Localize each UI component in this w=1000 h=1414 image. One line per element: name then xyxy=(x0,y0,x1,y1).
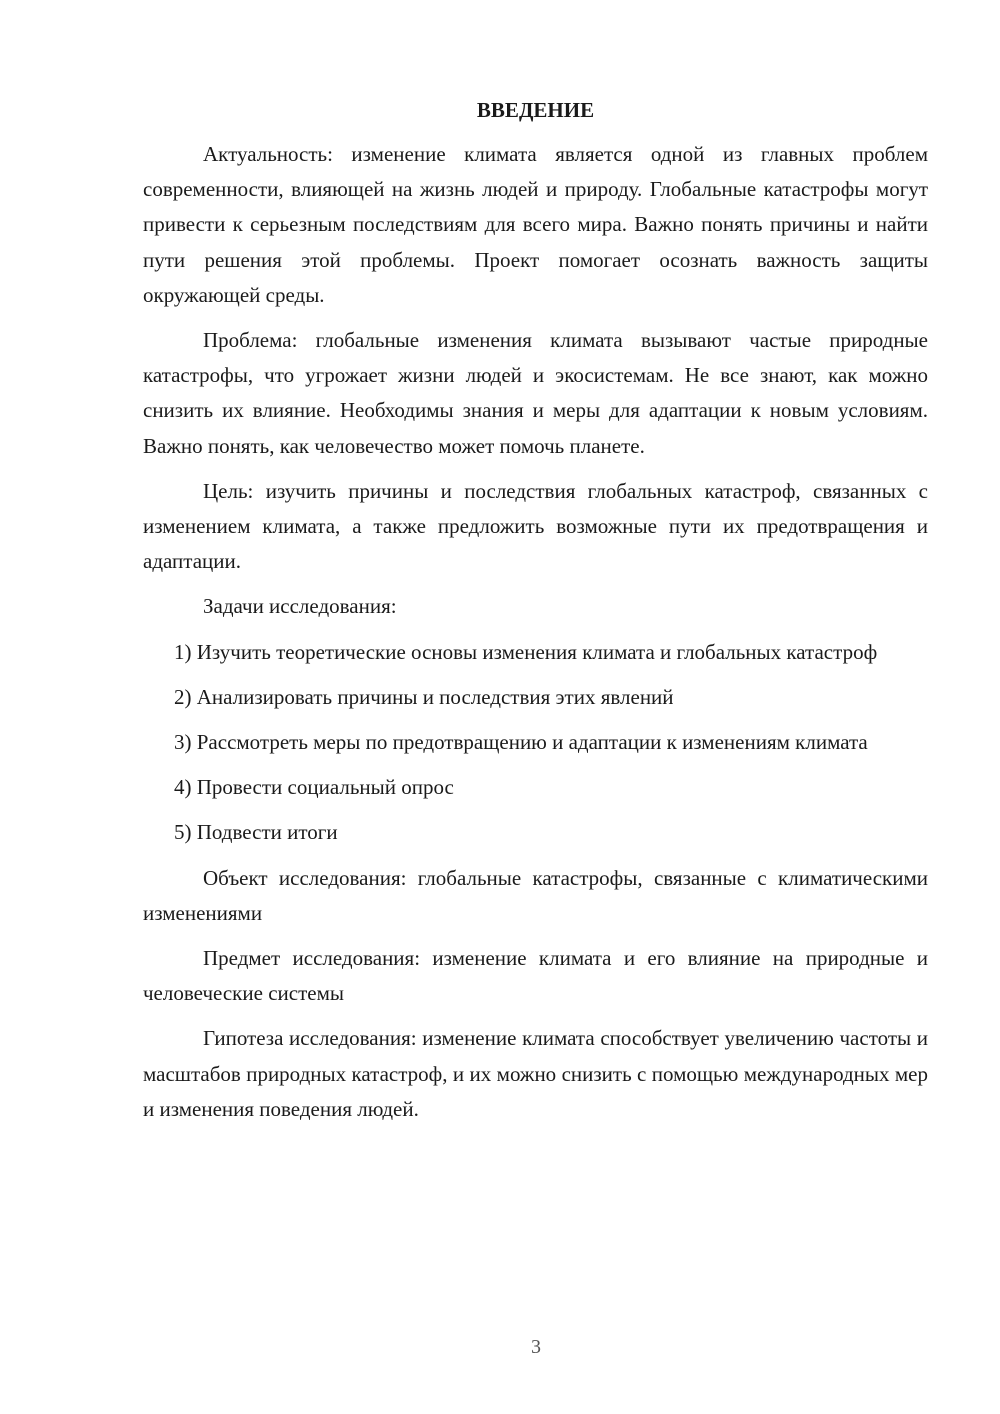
task-item: 5) Подвести итоги xyxy=(174,820,338,845)
section-heading: ВВЕДЕНИЕ xyxy=(476,98,595,122)
goal-paragraph: Цель: изучить причины и последствия глобальных катастроф, связанных с изменением климата, а также предложить возможные пути их предотвращения и адаптации. xyxy=(143,478,928,574)
relevance-paragraph: Актуальность: изменение климата является одной из главных проблем современности, влияющей на жизнь людей и природу. Глобальные катастрофы могут привести к серьезным последствиям для всего мира. Важно понять причины и найти пути решения этой проблемы. Проект помогает осознать важность защиты окружающей среды. xyxy=(143,142,928,307)
page-number: 3 xyxy=(531,1336,541,1358)
tasks-label: Задачи исследования: xyxy=(203,594,397,619)
task-item: 3) Рассмотреть меры по предотвращению и адаптации к изменениям климата xyxy=(174,730,868,755)
document-page xyxy=(143,95,928,1137)
task-item: 1) Изучить теоретические основы изменения климата и глобальных катастроф xyxy=(174,639,878,664)
tasks-list xyxy=(143,635,928,851)
task-item: 4) Провести социальный опрос xyxy=(174,775,454,800)
research-subject-paragraph: Предмет исследования: изменение климата и его влияние на природные и человеческие системы xyxy=(143,946,928,1006)
problem-paragraph: Проблема: глобальные изменения климата вызывают частые природные катастрофы, что угрожает жизни людей и экосистемам. Не все знают, как можно снизить их влияние. Необходимы знания и меры для адаптации к новым условиям. Важно понять, как человечество может помочь планете. xyxy=(143,328,928,458)
research-object-paragraph: Объект исследования: глобальные катастрофы, связанные с климатическими изменениями xyxy=(143,865,928,925)
research-hypothesis-paragraph: Гипотеза исследования: изменение климата способствует увеличению частоты и масштабов природных катастроф, и их можно снизить с помощью международных мер и изменения поведения людей. xyxy=(143,1026,928,1121)
task-item: 2) Анализировать причины и последствия этих явлений xyxy=(174,684,674,709)
